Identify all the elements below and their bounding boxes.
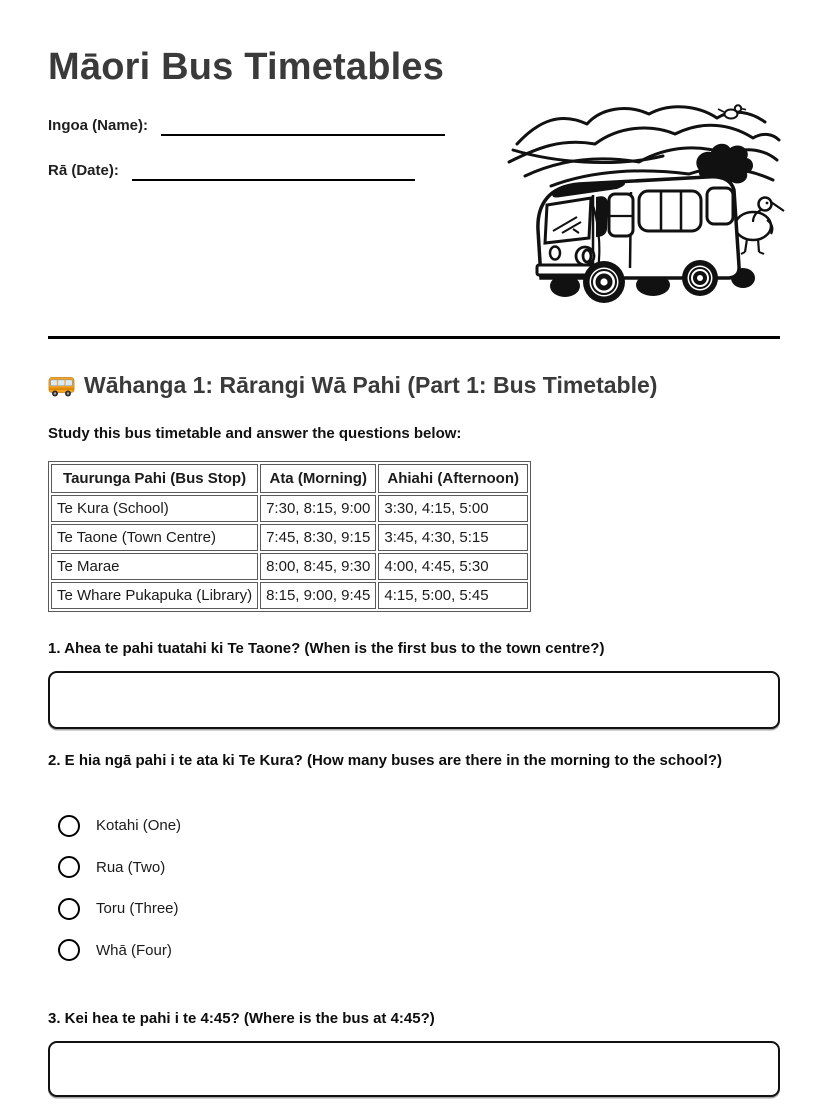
header-afternoon: Ahiahi (Afternoon) <box>378 464 528 493</box>
bus-body <box>537 177 755 303</box>
section-heading <box>48 372 657 399</box>
kiwi-bird-icon <box>735 198 784 255</box>
radio-option-label: Whā (Four) <box>96 941 172 959</box>
radio-button-icon[interactable] <box>58 856 80 878</box>
stop-name: Te Marae <box>51 553 258 580</box>
bus-timetable <box>48 461 531 612</box>
name-input-line[interactable] <box>161 116 445 136</box>
morning-times: 7:30, 8:15, 9:00 <box>260 495 376 522</box>
radio-option-label: Toru (Three) <box>96 900 179 917</box>
front-wheel <box>583 261 625 303</box>
radio-option-rua[interactable] <box>58 856 181 879</box>
question-3-label: 3. Kei hea te pahi i te 4:45? (Where is the bus at 4:45?) <box>48 1010 435 1027</box>
radio-option-label: Kotahi (One) <box>96 817 182 834</box>
bus-icon <box>48 374 75 398</box>
date-field-row <box>48 161 415 181</box>
morning-times: 7:45, 8:30, 9:15 <box>260 524 376 551</box>
page-title: Māori Bus Timetables <box>48 46 445 88</box>
name-label: Ingoa (Name): <box>48 117 149 134</box>
stop-name: Te Whare Pukapuka (Library) <box>51 582 258 609</box>
section-divider <box>48 336 780 339</box>
header-morning: Ata (Morning) <box>260 464 376 493</box>
table-row <box>51 524 528 551</box>
question-1-answer-box[interactable] <box>48 671 780 729</box>
stop-name: Te Taone (Town Centre) <box>51 524 258 551</box>
radio-option-kotahi[interactable] <box>58 814 181 837</box>
stop-name: Te Kura (School) <box>51 495 258 522</box>
afternoon-times: 3:45, 4:30, 5:15 <box>378 524 528 551</box>
afternoon-times: 4:15, 5:00, 5:45 <box>378 582 528 609</box>
question-3-answer-box[interactable] <box>48 1041 780 1097</box>
table-row <box>51 553 528 580</box>
date-input-line[interactable] <box>132 161 415 181</box>
radio-button-icon[interactable] <box>58 815 80 837</box>
name-field-row <box>48 116 445 136</box>
table-row <box>51 582 528 609</box>
radio-option-wha[interactable] <box>58 939 181 962</box>
radio-button-icon[interactable] <box>58 898 80 920</box>
bus-illustration <box>503 98 785 320</box>
section-heading-text: Wāhanga 1: Rārangi Wā Pahi (Part 1: Bus Timetable) <box>84 372 658 398</box>
rear-wheel <box>682 260 718 296</box>
table-row <box>51 495 528 522</box>
question-2-options <box>58 814 181 980</box>
afternoon-times: 4:00, 4:45, 5:30 <box>378 553 528 580</box>
radio-button-icon[interactable] <box>58 939 80 961</box>
morning-times: 8:00, 8:45, 9:30 <box>260 553 376 580</box>
morning-times: 8:15, 9:00, 9:45 <box>260 582 376 609</box>
radio-option-label: Rua (Two) <box>96 858 166 876</box>
question-1-label: 1. Ahea te pahi tuatahi ki Te Taone? (When is the first bus to the town centre?) <box>48 640 605 657</box>
radio-option-toru[interactable] <box>58 897 181 920</box>
intro-text: Study this bus timetable and answer the questions below: <box>48 425 462 442</box>
table-header-row <box>51 464 528 493</box>
afternoon-times: 3:30, 4:15, 5:00 <box>378 495 528 522</box>
date-label: Rā (Date): <box>48 162 119 179</box>
header-bus-stop: Taurunga Pahi (Bus Stop) <box>51 464 258 493</box>
question-2-label: 2. E hia ngā pahi i te ata ki Te Kura? (How many buses are there in the morning to the school?) <box>48 752 723 769</box>
